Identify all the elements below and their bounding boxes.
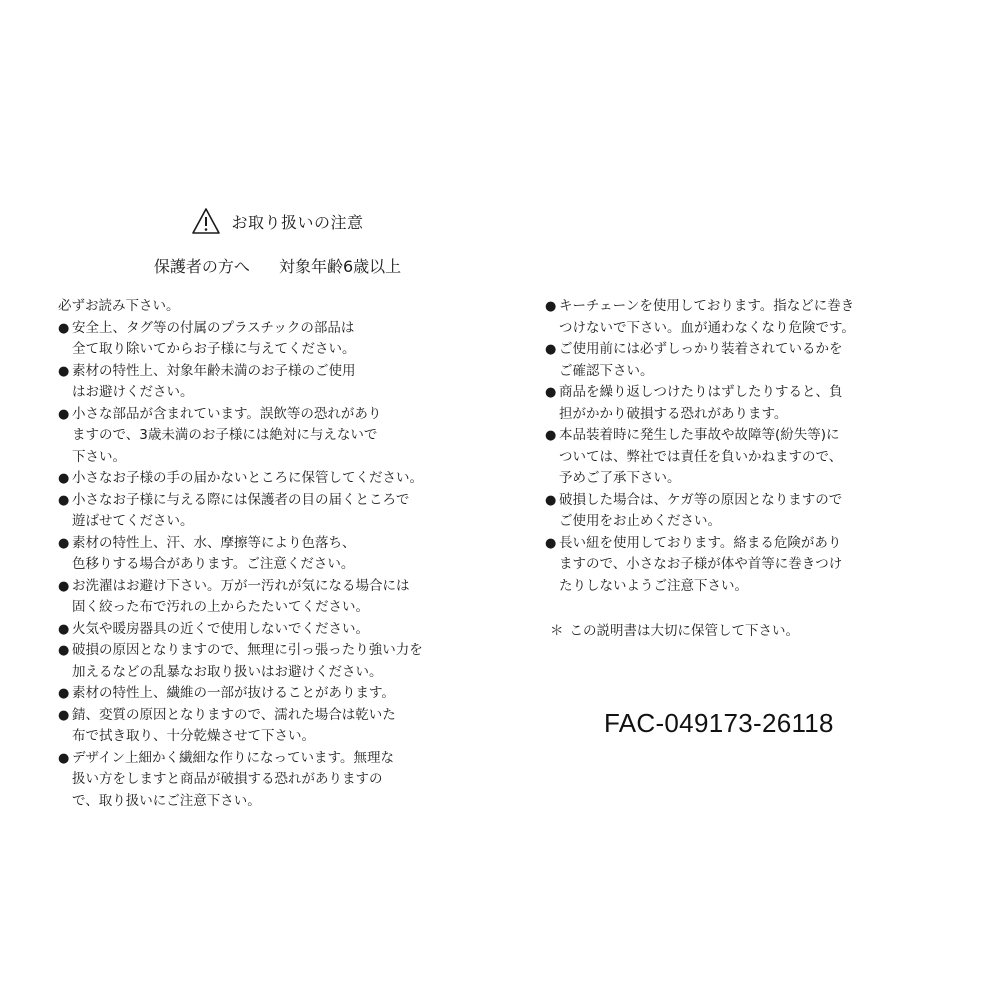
bullet-icon: ●: [58, 643, 70, 658]
audience-row: [0, 254, 555, 277]
bullet-icon: ●: [58, 621, 70, 637]
caution-text: 素材の特性上、汗、水、摩擦等により色落ち、 色移りする場合があります。ご注意ください。: [72, 534, 356, 572]
caution-text: デザイン上細かく繊細な作りになっています。無理な 扱い方をしますと商品が破損する恐れがありますの で、取り扱いにご注意下さい。: [72, 749, 394, 809]
bullet-icon: ●: [58, 686, 70, 701]
caution-item: [545, 296, 965, 339]
bullet-icon: ●: [58, 363, 70, 379]
caution-item: [58, 705, 488, 748]
caution-item: [545, 339, 965, 382]
caution-item: [545, 425, 965, 490]
caution-item: [545, 490, 965, 533]
bullet-icon: ●: [58, 471, 70, 486]
caution-text: 破損の原因となりますので、無理に引っ張ったり強い力を 加えるなどの乱暴なお取り扱いはお避けください。: [72, 642, 423, 680]
bullet-icon: ●: [58, 535, 70, 551]
note-mark: ＊: [550, 623, 564, 639]
caution-text: 長い紐を使用しております。絡まる危険があり ますので、小さなお子様が体や首等に巻きつけ たりしないようご注意下さい。: [559, 534, 843, 594]
bullet-icon: ●: [545, 342, 557, 357]
caution-item: [58, 468, 488, 490]
title-row: [0, 204, 555, 238]
bullet-icon: ●: [545, 535, 557, 551]
caution-text: 小さなお子様の手の届かないところに保管してください。: [72, 470, 423, 486]
caution-item: [545, 533, 965, 598]
intro-text: 必ずお読み下さい。: [58, 298, 180, 314]
caution-item: [545, 382, 965, 425]
bullet-icon: ●: [545, 299, 557, 314]
caution-text: 商品を繰り返しつけたりはずしたりすると、負 担がかかり破損する恐れがあります。: [559, 384, 843, 422]
bullet-icon: ●: [545, 492, 557, 508]
bullet-icon: ●: [545, 428, 557, 443]
caution-text: ご使用前には必ずしっかり装着されているかを ご確認下さい。: [559, 341, 843, 379]
bullet-icon: ●: [58, 320, 70, 336]
caution-text: 錆、変質の原因となりますので、濡れた場合は乾いた 布で拭き取り、十分乾燥させて下さい。: [72, 706, 396, 744]
bullet-icon: ●: [545, 385, 557, 400]
caution-text: 安全上、タグ等の付属のプラスチックの部品は 全て取り除いてからお子様に与えてください。: [72, 319, 356, 357]
page-title: お取り扱いの注意: [231, 212, 364, 232]
keep-manual-note: [550, 621, 799, 643]
left-column: [58, 296, 488, 812]
bullet-icon: ●: [58, 406, 70, 422]
caution-item: [58, 748, 488, 813]
caution-text: 素材の特性上、繊維の一部が抜けることがあります。: [72, 685, 395, 701]
caution-text: 火気や暖房器具の近くで使用しないでください。: [72, 620, 369, 637]
caution-text: 素材の特性上、対象年齢未満のお子様のご使用 はお避けください。: [72, 362, 356, 400]
caution-item: [58, 533, 488, 576]
product-code: FAC-049173-26118: [604, 708, 834, 738]
caution-text: 小さな部品が含まれています。誤飲等の恐れがあり ますので、3歳未満のお子様には絶対に与えないで 下さい。: [72, 405, 382, 465]
caution-item: [58, 576, 488, 619]
caution-text: お洗濯はお避け下さい。万が一汚れが気になる場合には 固く絞った布で汚れの上からたたいてください。: [72, 577, 410, 615]
caution-text: 破損した場合は、ケガ等の原因となりますので ご使用をお止めください。: [559, 491, 843, 529]
caution-item: [58, 318, 488, 361]
caution-text: キーチェーンを使用しております。指などに巻き つけないで下さい。血が通わなくなり危険です。: [559, 298, 855, 336]
left-caution-list: [58, 318, 488, 813]
age-target-label: 対象年齢6歳以上: [278, 257, 402, 276]
bullet-icon: ●: [58, 750, 70, 766]
caution-item: [58, 619, 488, 641]
audience-label: 保護者の方へ: [153, 257, 250, 276]
caution-item: [58, 404, 488, 469]
caution-text: 小さなお子様に与える際には保護者の目の届くところで 遊ばせてください。: [72, 491, 410, 529]
caution-item: [58, 490, 488, 533]
caution-item: [58, 361, 488, 404]
right-caution-list: [545, 296, 965, 597]
note-text: この説明書は大切に保管して下さい。: [569, 623, 799, 639]
bullet-icon: ●: [58, 492, 70, 508]
warning-triangle-icon: [191, 207, 221, 235]
right-column: [545, 296, 965, 597]
caution-item: [58, 683, 488, 705]
caution-item: [58, 640, 488, 683]
bullet-icon: ●: [58, 707, 70, 723]
caution-text: 本品装着時に発生した事故や故障等(紛失等)に ついては、弊社では責任を負いかねますので、 予めご了承下さい。: [559, 427, 843, 486]
bullet-icon: ●: [58, 578, 70, 594]
